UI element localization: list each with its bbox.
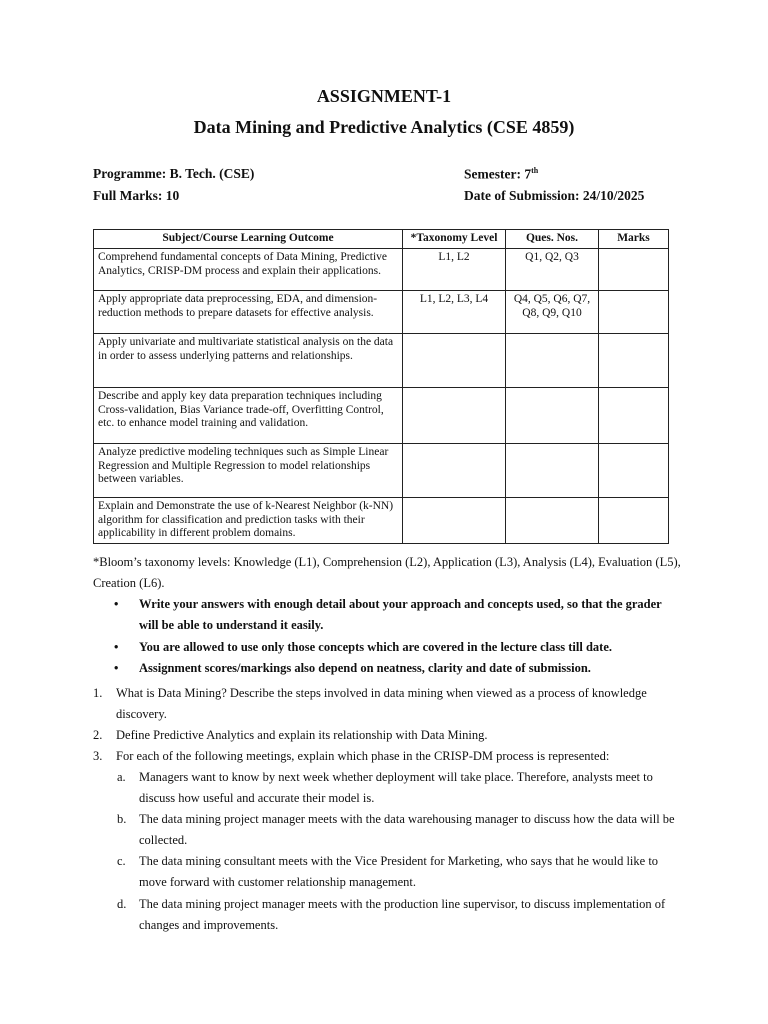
instruction-text: You are allowed to use only those concepts which are covered in the lecture class till date.: [139, 639, 612, 654]
question-item: [93, 683, 683, 725]
header-marks: Marks: [599, 230, 669, 249]
instructions-list: [93, 594, 673, 680]
sub-question-letter: c.: [117, 854, 126, 868]
semester-label: [464, 166, 538, 183]
instruction-item: [93, 594, 673, 636]
question-item: [93, 746, 683, 767]
course-title: Data Mining and Predictive Analytics (CSE 4859): [193, 117, 575, 137]
question-number: 2.: [93, 728, 103, 742]
outcome-cell: Analyze predictive modeling techniques such as Simple Linear Regression and Multiple Regression to model relationships between variables.: [94, 443, 403, 497]
questions-cell: [506, 443, 599, 497]
instruction-text: Write your answers with enough detail about your approach and concepts used, so that the grader will be able to understand it easily.: [139, 597, 662, 632]
sub-question-letter: a.: [117, 770, 126, 784]
table-row: [94, 333, 669, 387]
questions-cell: [506, 333, 599, 387]
header-taxonomy: *Taxonomy Level: [403, 230, 506, 249]
marks-cell: [599, 443, 669, 497]
question-text: What is Data Mining? Describe the steps involved in data mining when viewed as a process of knowledge discovery.: [116, 686, 647, 721]
programme-label: Programme: B. Tech. (CSE): [93, 166, 255, 181]
marks-cell: [599, 248, 669, 290]
instruction-text: Assignment scores/markings also depend on neatness, clarity and date of submission.: [139, 661, 591, 675]
question-number: 3.: [93, 749, 103, 763]
instruction-item: [93, 637, 673, 658]
outcome-cell: Apply univariate and multivariate statistical analysis on the data in order to assess underlying patterns and relationships.: [94, 333, 403, 387]
header-outcome: Subject/Course Learning Outcome: [94, 230, 403, 249]
sub-question-item: [117, 809, 683, 851]
taxonomy-note: *Bloom’s taxonomy levels: Knowledge (L1), Comprehension (L2), Application (L3), Analysis (L4), Evaluation (L5), Creation (L6).: [93, 555, 681, 590]
header-questions: Ques. Nos.: [506, 230, 599, 249]
submission-date-label: Date of Submission: 24/10/2025: [464, 188, 645, 203]
outcome-cell: Explain and Demonstrate the use of k-Nearest Neighbor (k-NN) algorithm for classification and prediction tasks with their applicability in different problem domains.: [94, 497, 403, 543]
sub-question-item: [117, 767, 683, 809]
bullet-icon: •: [114, 597, 119, 611]
taxonomy-cell: [403, 443, 506, 497]
taxonomy-cell: [403, 333, 506, 387]
taxonomy-cell: [403, 387, 506, 443]
sub-question-letter: d.: [117, 897, 127, 911]
outcome-cell: Apply appropriate data preprocessing, EDA, and dimension-reduction methods to prepare datasets for effective analysis.: [94, 290, 403, 333]
questions-cell: Q1, Q2, Q3: [506, 248, 599, 290]
table-row: [94, 290, 669, 333]
question-text: Define Predictive Analytics and explain its relationship with Data Mining.: [116, 728, 488, 742]
learning-outcomes-table: [93, 229, 669, 544]
outcome-cell: Describe and apply key data preparation techniques including Cross-validation, Bias Variance trade-off, Overfitting Control, etc. to enhance model training and validation.: [94, 387, 403, 443]
marks-cell: [599, 333, 669, 387]
marks-cell: [599, 387, 669, 443]
sub-question-item: [117, 851, 683, 893]
questions-cell: Q4, Q5, Q6, Q7, Q8, Q9, Q10: [506, 290, 599, 333]
question-item: [93, 725, 683, 746]
table-row: [94, 497, 669, 543]
sub-question-text: The data mining consultant meets with the Vice President for Marketing, who says that he would like to move forward with customer relationship management.: [139, 854, 659, 889]
marks-cell: [599, 290, 669, 333]
questions-cell: [506, 497, 599, 543]
table-header-row: [94, 230, 669, 249]
table-row: [94, 248, 669, 290]
question-text: For each of the following meetings, explain which phase in the CRISP-DM process is represented:: [116, 749, 610, 763]
instruction-item: [93, 658, 673, 679]
outcome-cell: Comprehend fundamental concepts of Data Mining, Predictive Analytics, CRISP-DM process and explain their applications.: [94, 248, 403, 290]
sub-question-letter: b.: [117, 812, 127, 826]
table-row: [94, 387, 669, 443]
taxonomy-cell: L1, L2: [403, 248, 506, 290]
semester-superscript: th: [531, 166, 539, 175]
bullet-icon: •: [114, 661, 119, 675]
table-row: [94, 443, 669, 497]
question-number: 1.: [93, 686, 103, 700]
marks-cell: [599, 497, 669, 543]
taxonomy-cell: [403, 497, 506, 543]
taxonomy-cell: L1, L2, L3, L4: [403, 290, 506, 333]
semester-text: Semester: 7: [464, 166, 532, 182]
sub-question-item: [117, 894, 683, 936]
bullet-icon: •: [114, 639, 119, 654]
sub-question-text: Managers want to know by next week whether deployment will take place. Therefore, analysts meet to discuss how useful and accurate their model is.: [139, 770, 653, 805]
assignment-title: ASSIGNMENT-1: [316, 86, 452, 106]
questions-cell: [506, 387, 599, 443]
sub-question-text: The data mining project manager meets with the data warehousing manager to discuss how the data will be collected.: [139, 812, 675, 847]
sub-question-text: The data mining project manager meets with the production line supervisor, to discuss implementation of changes and improvements.: [139, 897, 666, 932]
full-marks-label: Full Marks: 10: [93, 188, 180, 203]
